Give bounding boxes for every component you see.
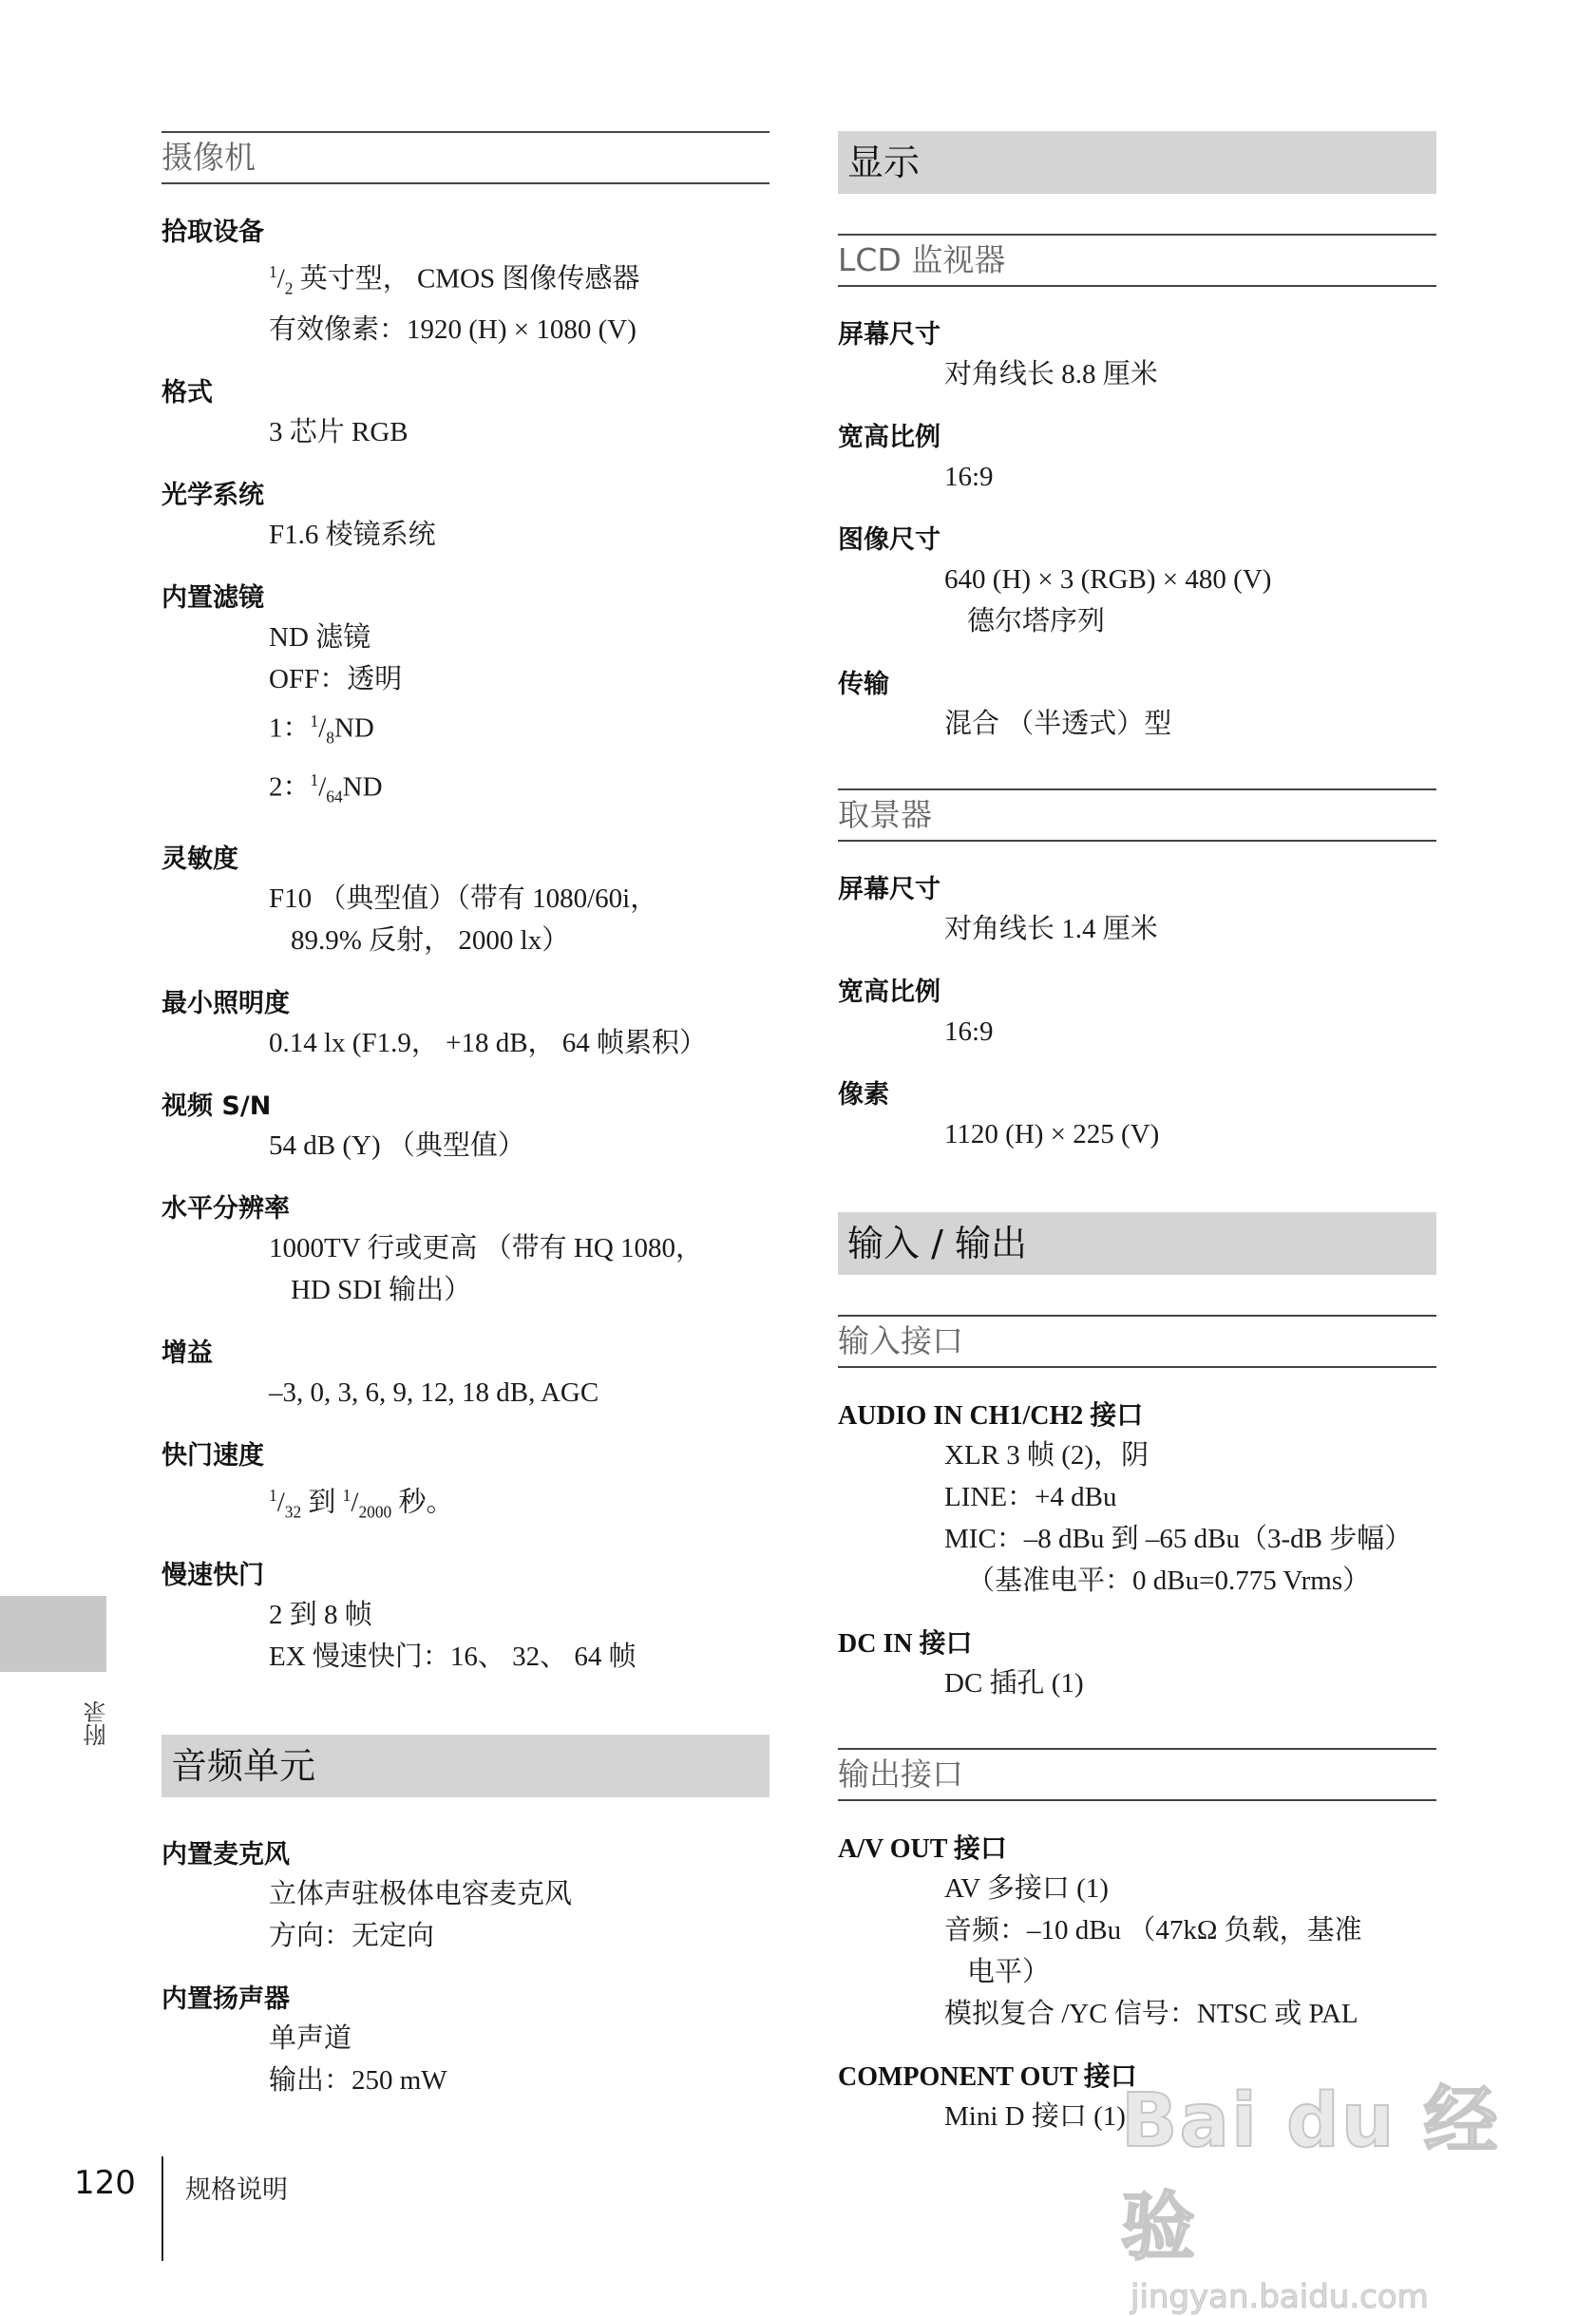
spec-item	[838, 1398, 1436, 1602]
spec-title: 拾取设备	[162, 218, 264, 247]
spec-line	[838, 559, 1436, 600]
spec-title: 屏幕尺寸	[838, 320, 940, 350]
spec-value: 对角线长 1.4 厘米	[944, 914, 1158, 944]
spec-title: A/V OUT 接口	[838, 1834, 1007, 1864]
spec-item	[838, 1832, 1436, 2035]
spec-title: 屏幕尺寸	[838, 875, 940, 904]
spec-title: 格式	[162, 378, 213, 408]
spec-item	[838, 522, 1436, 642]
lcd-heading: LCD 监视器	[838, 234, 1436, 287]
spec-line	[162, 878, 770, 920]
spec-line	[162, 1636, 770, 1678]
spec-line: $^1/_{32}$ 到 $^1/_{2000}$ 秒。	[269, 1486, 454, 1522]
spec-title: 内置滤镜	[162, 583, 264, 614]
spec-value: 输出：250 mW	[269, 2064, 447, 2096]
spec-value: F10 （典型值）（带有 1080/60i，	[269, 883, 658, 915]
spec-value: 立体声驻极体电容麦克风	[269, 1878, 573, 1909]
spec-value: AV 多接口 (1)	[944, 1873, 1109, 1904]
camera-spec-list	[162, 215, 770, 1678]
spec-item	[162, 215, 770, 351]
spec-value: 对角线长 8.8 厘米	[944, 359, 1158, 389]
appendix-label: 附录	[84, 1700, 110, 1746]
spec-line	[162, 514, 770, 556]
spec-line	[838, 908, 1436, 950]
spec-value: 秒。	[391, 1488, 454, 1519]
spec-value: MIC：–8 dBu 到 –65 dBu（3-dB 步幅）	[944, 1524, 1413, 1554]
spec-line	[162, 658, 770, 700]
spec-value: 1000TV 行或更高 （带有 HQ 1080，	[269, 1233, 704, 1264]
spec-item	[162, 1837, 770, 1957]
spec-value: –3, 0, 3, 6, 9, 12, 18 dB, AGC	[269, 1377, 599, 1409]
spec-item	[162, 1982, 770, 2101]
spec-item	[162, 580, 770, 817]
spec-line	[162, 1372, 770, 1414]
fraction-numerator: 1	[269, 262, 277, 281]
spec-title: 传输	[838, 670, 889, 699]
spec-item	[162, 1438, 770, 1532]
spec-line	[162, 2060, 770, 2101]
footer-section: 规格说明	[185, 2175, 288, 2205]
spec-title: 宽高比例	[838, 978, 940, 1007]
page-number: 120	[74, 2164, 136, 2202]
watermark-logo: Bai du 经验	[1121, 2079, 1500, 2270]
spec-value: 640 (H) × 3 (RGB) × 480 (V)	[944, 564, 1272, 595]
spec-value: 0.14 lx (F1.9， +18 dB， 64 帧累积）	[269, 1028, 708, 1059]
spec-value: 3 芯片 RGB	[269, 417, 408, 448]
spec-line	[838, 1560, 1436, 1602]
fraction-numerator: 1	[310, 712, 319, 731]
io-heading: 输入 / 输出	[838, 1212, 1436, 1275]
spec-value: EX 慢速快门：16、 32、 64 帧	[269, 1641, 636, 1672]
spec-title: 水平分辨率	[162, 1194, 290, 1224]
spec-value: 16:9	[944, 1016, 994, 1047]
spec-line	[838, 1909, 1436, 1951]
spec-line	[838, 600, 1436, 642]
spec-line	[838, 1011, 1436, 1053]
baidu-watermark	[1121, 2061, 1520, 2316]
spec-item	[162, 842, 770, 961]
spec-title: 像素	[838, 1080, 889, 1110]
spec-title: 灵敏度	[162, 845, 238, 875]
audio-heading: 音频单元	[162, 1735, 770, 1797]
spec-line	[838, 703, 1436, 745]
spec-line	[838, 1993, 1436, 2035]
fraction-denominator: 8	[326, 728, 334, 748]
spec-line	[838, 1518, 1436, 1560]
spec-line: $^1/_2$ 英寸型， CMOS 图像传感器	[269, 262, 640, 298]
spec-line	[838, 1434, 1436, 1476]
spec-item	[838, 872, 1436, 950]
spec-value: 方向：无定向	[269, 1920, 435, 1951]
spec-title: 内置麦克风	[162, 1839, 290, 1870]
viewfinder-spec-list	[838, 872, 1436, 1155]
spec-value: XLR 3 帧 (2)，阴	[944, 1440, 1150, 1471]
spec-title: 增益	[162, 1338, 213, 1369]
spec-item	[162, 986, 770, 1064]
spec-title: 宽高比例	[838, 423, 940, 452]
spec-line	[162, 1022, 770, 1064]
spec-line	[162, 411, 770, 453]
camera-heading: 摄像机	[162, 131, 770, 184]
spec-value: （基准电平：0 dBu=0.775 Vrms）	[967, 1566, 1371, 1596]
spec-title: 最小照明度	[162, 989, 290, 1019]
spec-line	[838, 1476, 1436, 1518]
spec-item	[162, 375, 770, 453]
spec-title: 视频 S/N	[162, 1092, 272, 1122]
spec-line	[162, 1873, 770, 1915]
spec-value: 电平）	[967, 1957, 1051, 1987]
spec-line	[838, 1951, 1436, 1993]
appendix-tab	[0, 1596, 106, 1672]
fraction-numerator: 1	[342, 1486, 352, 1506]
spec-value: 混合 （半透式）型	[944, 709, 1172, 739]
spec-value: LINE：+4 dBu	[944, 1482, 1117, 1512]
spec-line	[162, 1227, 770, 1269]
spec-value: 音频：–10 dBu （47kΩ 负载，基准	[944, 1915, 1362, 1946]
spec-prefix: 1：	[269, 713, 311, 745]
fraction-numerator: 1	[310, 769, 319, 789]
spec-value: 到	[301, 1488, 343, 1519]
spec-line	[162, 1594, 770, 1636]
spec-value: 2 到 8 帧	[269, 1599, 372, 1630]
spec-value: 模拟复合 /YC 信号：NTSC 或 PAL	[944, 1999, 1358, 2029]
spec-line	[838, 353, 1436, 395]
spec-item	[838, 1626, 1436, 1704]
inputs-spec-list	[838, 1398, 1436, 1704]
fraction-denominator: 64	[326, 787, 343, 807]
spec-title: COMPONENT OUT 接口	[838, 2062, 1137, 2092]
spec-line: 2：$^1/_{64}ND$	[269, 769, 383, 807]
fraction-denominator: 2000	[358, 1502, 392, 1522]
spec-line	[162, 1125, 770, 1167]
spec-value: OFF：透明	[269, 664, 403, 695]
spec-line	[162, 1269, 770, 1311]
spec-line	[838, 1113, 1436, 1155]
spec-title: AUDIO IN CH1/CH2 接口	[838, 1401, 1144, 1431]
spec-title: 慢速快门	[162, 1560, 264, 1590]
left-column	[162, 131, 770, 2126]
spec-value: 有效像素：1920 (H) × 1080 (V)	[269, 314, 636, 346]
spec-title: 图像尺寸	[838, 525, 940, 555]
spec-value: Mini D 接口 (1)	[944, 2101, 1126, 2132]
right-column	[838, 131, 1436, 2162]
spec-line	[838, 456, 1436, 498]
spec-value: 54 dB (Y) （典型值）	[269, 1130, 525, 1162]
spec-line	[162, 2018, 770, 2060]
spec-item	[838, 317, 1436, 395]
spec-value: HD SDI 输出）	[291, 1275, 472, 1306]
footer-divider	[162, 2156, 163, 2261]
spec-item	[162, 1191, 770, 1311]
spec-value: ND	[333, 713, 374, 745]
spec-line	[162, 309, 770, 351]
fraction-denominator: 2	[284, 278, 294, 298]
spec-value: DC 插孔 (1)	[944, 1668, 1084, 1699]
outputs-heading: 输出接口	[838, 1748, 1436, 1801]
spec-value: 1120 (H) × 225 (V)	[944, 1119, 1160, 1149]
spec-value: 89.9% 反射， 2000 lx）	[291, 925, 570, 957]
spec-value: 德尔塔序列	[967, 606, 1106, 636]
fraction-denominator: 32	[284, 1502, 302, 1522]
spec-item	[162, 1558, 770, 1678]
spec-line	[838, 1662, 1436, 1704]
display-heading: 显示	[838, 131, 1436, 194]
watermark-url: jingyan.baidu.com	[1130, 2278, 1429, 2316]
spec-title: 内置扬声器	[162, 1984, 290, 2014]
fraction-numerator: 1	[269, 1486, 277, 1506]
audio-spec-list	[162, 1837, 770, 2101]
spec-value: ND	[342, 771, 383, 803]
spec-title: 快门速度	[162, 1441, 264, 1471]
spec-value: 单声道	[269, 2022, 352, 2054]
spec-item	[838, 420, 1436, 498]
spec-title: DC IN 接口	[838, 1629, 973, 1659]
inputs-heading: 输入接口	[838, 1315, 1436, 1368]
spec-value: 16:9	[944, 462, 994, 492]
spec-value: ND 滤镜	[269, 622, 371, 654]
spec-item	[162, 1336, 770, 1414]
spec-line	[162, 1915, 770, 1957]
spec-item	[838, 1077, 1436, 1155]
spec-line	[162, 920, 770, 961]
spec-value: 英寸型， CMOS 图像传感器	[293, 263, 640, 294]
spec-line	[162, 617, 770, 658]
viewfinder-heading: 取景器	[838, 788, 1436, 842]
spec-value: F1.6 棱镜系统	[269, 520, 436, 551]
spec-prefix: 2：	[269, 771, 311, 803]
spec-item	[162, 1089, 770, 1167]
spec-item	[838, 667, 1436, 745]
lcd-spec-list	[838, 317, 1436, 745]
spec-title: 光学系统	[162, 481, 264, 511]
spec-line	[838, 1868, 1436, 1909]
spec-item	[838, 975, 1436, 1053]
spec-item	[162, 478, 770, 556]
spec-line: 1：$^1/_8ND$	[269, 712, 374, 748]
